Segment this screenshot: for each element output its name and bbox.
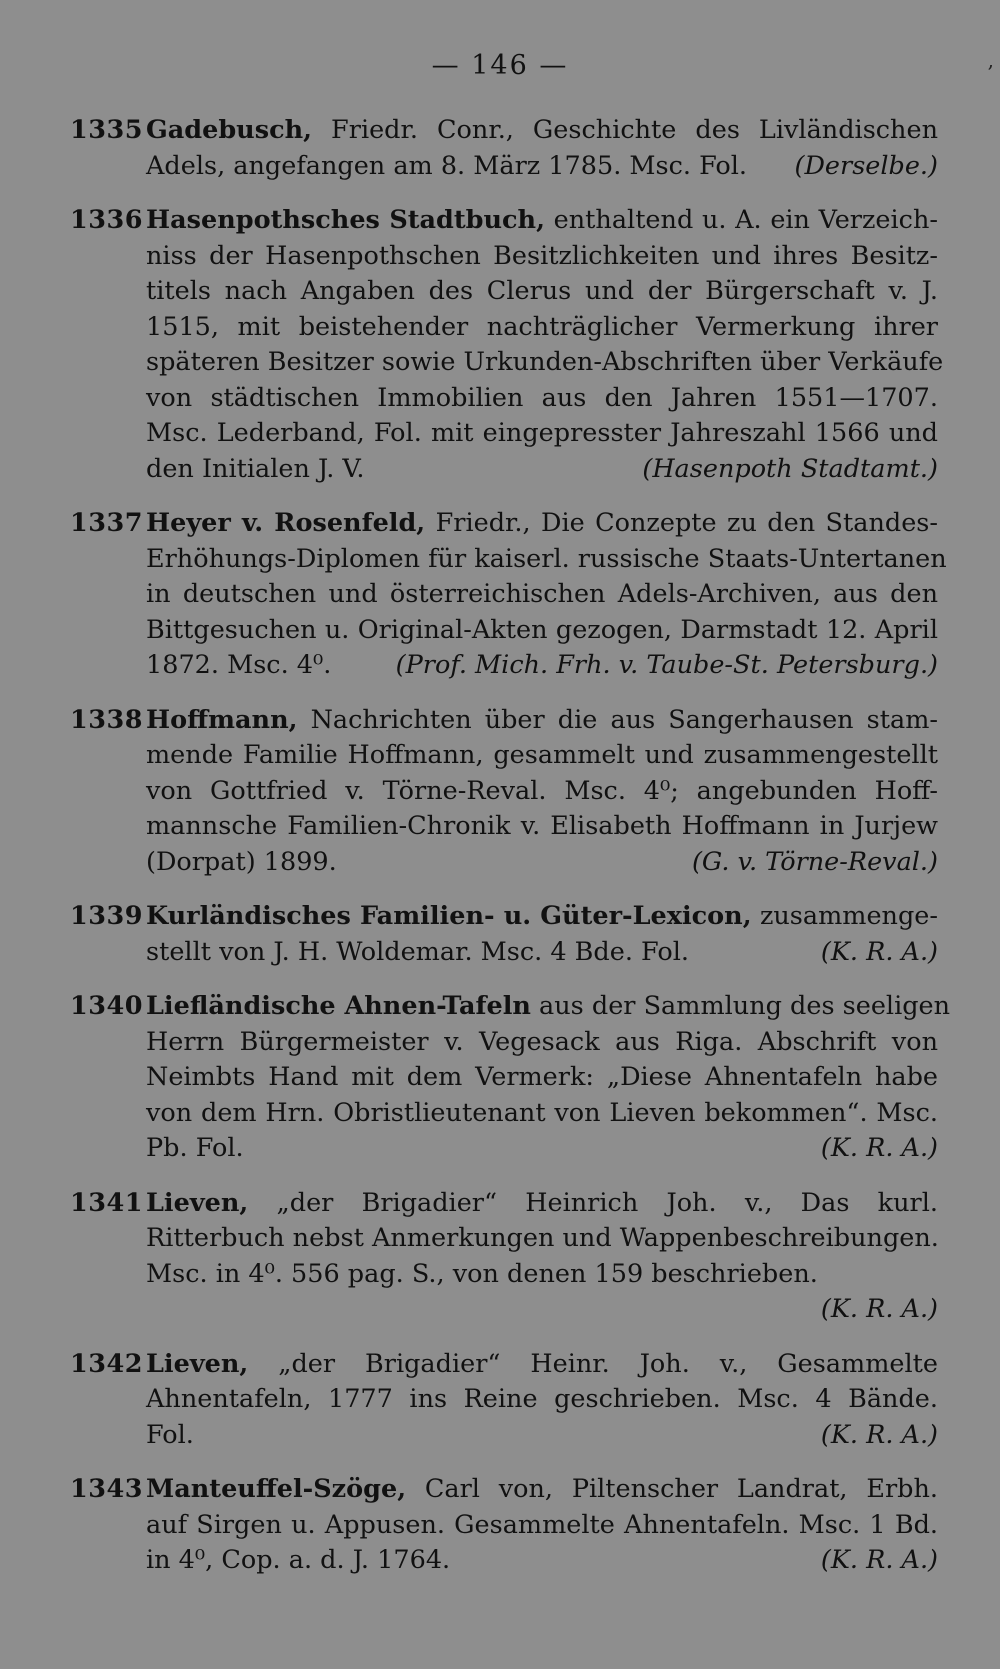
entry-line-text: Adels, angefangen am 8. März 1785. Msc. Fol. — [146, 150, 748, 181]
entry-source: (Derselbe.) — [794, 150, 938, 181]
entry-line: Erhöhungs-Diplomen für kaiserl. russische Staats-Untertanen — [146, 543, 947, 574]
entry-source: (K. R. A.) — [820, 1419, 938, 1450]
catalog-entry — [70, 899, 938, 970]
entry-line: späteren Besitzer sowie Urkunden-Abschriften über Verkäufe — [146, 347, 944, 377]
page-number: — 146 — — [431, 50, 569, 81]
entry-number: 1337 — [70, 508, 143, 538]
entry-line: Hoffmann, Nachrichten über die aus Sangerhausen stam- — [146, 704, 938, 735]
entry-line: titels nach Angaben des Clerus und der Bürgerschaft v. J. — [146, 276, 938, 306]
entry-line: mannsche Familien-Chronik v. Elisabeth Hoffmann in Jurjew — [146, 811, 938, 841]
entry-heading: Liefländische Ahnen-Tafeln — [146, 991, 531, 1021]
catalog-entry — [70, 989, 951, 1167]
entry-line-text: 1872. Msc. 4⁰. — [146, 650, 332, 680]
entry-heading: Lieven, — [146, 1187, 249, 1218]
entry-line: Lieven, „der Brigadier“ Heinrich Joh. v., Das kurl. — [146, 1187, 938, 1218]
entry-line: niss der Hasenpothschen Besitzlichkeiten und ihres Besitz- — [146, 240, 938, 271]
catalog-entry — [70, 1472, 938, 1579]
entry-source: (K. R. A.) — [820, 1133, 938, 1163]
entry-line-text: den Initialen J. V. — [146, 453, 365, 484]
margin-mark: , — [987, 48, 994, 72]
entry-line: von Gottfried v. Törne-Reval. Msc. 4⁰; angebunden Hoff- — [146, 775, 938, 806]
entry-number: 1340 — [70, 991, 143, 1021]
catalog-entry — [70, 1186, 938, 1328]
entry-heading: Kurländisches Familien- u. Güter-Lexicon, — [146, 901, 752, 931]
entry-line — [146, 1292, 938, 1328]
entry-line — [146, 452, 938, 488]
entry-number: 1343 — [70, 1474, 143, 1504]
entry-line: Heyer v. Rosenfeld, Friedr., Die Conzepte zu den Standes- — [146, 508, 938, 538]
entry-source: (K. R. A.) — [820, 936, 938, 967]
catalog-entry — [70, 506, 947, 684]
catalog-entry — [70, 203, 944, 487]
entry-source: (Hasenpoth Stadtamt.) — [642, 453, 938, 484]
entry-line: Kurländisches Familien- u. Güter-Lexicon, zusammenge- — [146, 901, 938, 931]
entry-number: 1338 — [70, 704, 143, 735]
entry-source: (Prof. Mich. Frh. v. Taube-St. Petersburg.) — [395, 650, 938, 680]
entry-line: 1515, mit beistehender nachträglicher Vermerkung ihrer — [146, 311, 938, 342]
entry-line-text: Fol. — [146, 1419, 194, 1450]
entry-line: von städtischen Immobilien aus den Jahren 1551—1707. — [146, 382, 938, 413]
entry-line: in deutschen und österreichischen Adels-Archiven, aus den — [146, 579, 938, 609]
entry-number: 1335 — [70, 115, 143, 145]
entry-line: Ritterbuch nebst Anmerkungen und Wappenbeschreibungen. — [146, 1223, 939, 1253]
entry-line — [146, 149, 938, 185]
entry-line: Herrn Bürgermeister v. Vegesack aus Riga. Abschrift von — [146, 1026, 938, 1057]
entry-line-text: (Dorpat) 1899. — [146, 846, 337, 877]
entry-line: Neimbts Hand mit dem Vermerk: „Diese Ahnentafeln habe — [146, 1062, 938, 1092]
entry-source: (G. v. Törne-Reval.) — [691, 846, 938, 877]
entry-line: Lieven, „der Brigadier“ Heinr. Joh. v., Gesammelte — [146, 1348, 938, 1379]
entry-heading: Gadebusch, — [146, 115, 313, 145]
entry-line: Bittgesuchen u. Original-Akten gezogen, Darmstadt 12. April — [146, 614, 938, 645]
entry-number: 1341 — [70, 1187, 143, 1218]
entry-line — [146, 1543, 938, 1579]
entry-line: mende Familie Hoffmann, gesammelt und zusammengestellt — [146, 740, 938, 770]
catalog-entry — [70, 113, 938, 184]
entry-line: Gadebusch, Friedr. Conr., Geschichte des Livländischen — [146, 115, 938, 145]
entry-line — [146, 845, 938, 881]
entry-line-text: in 4⁰, Cop. a. d. J. 1764. — [146, 1545, 451, 1575]
entry-line — [146, 648, 938, 684]
entry-source: (K. R. A.) — [820, 1545, 938, 1575]
entry-line: Manteuffel-Szöge, Carl von, Piltenscher Landrat, Erbh. — [146, 1474, 938, 1504]
entry-list — [70, 113, 951, 1598]
catalog-entry — [70, 703, 938, 881]
entry-line — [146, 1131, 938, 1167]
entry-heading: Lieven, — [146, 1348, 249, 1379]
entry-heading: Heyer v. Rosenfeld, — [146, 508, 426, 538]
entry-number: 1336 — [70, 205, 143, 235]
entry-source: (K. R. A.) — [820, 1294, 938, 1324]
entry-line: Liefländische Ahnen-Tafeln aus der Sammlung des seeligen — [146, 991, 951, 1021]
entry-line: Msc. in 4⁰. 556 pag. S., von denen 159 beschrieben. — [146, 1258, 818, 1289]
entry-line: Msc. Lederband, Fol. mit eingepresster Jahreszahl 1566 und — [146, 418, 938, 448]
entry-heading: Hasenpothsches Stadtbuch, — [146, 205, 545, 235]
entry-line: Hasenpothsches Stadtbuch, enthaltend u. A. ein Verzeich- — [146, 205, 939, 235]
entry-line: auf Sirgen u. Appusen. Gesammelte Ahnentafeln. Msc. 1 Bd. — [146, 1509, 938, 1540]
entry-line — [146, 935, 938, 971]
entry-heading: Manteuffel-Szöge, — [146, 1474, 407, 1504]
entry-line-text: stellt von J. H. Woldemar. Msc. 4 Bde. Fol. — [146, 936, 689, 967]
entry-heading: Hoffmann, — [146, 704, 298, 735]
entry-line-text: Pb. Fol. — [146, 1133, 244, 1163]
entry-number: 1339 — [70, 901, 143, 931]
entry-number: 1342 — [70, 1348, 143, 1379]
entry-line: von dem Hrn. Obristlieutenant von Lieven bekommen“. Msc. — [146, 1097, 938, 1128]
entry-line: Ahnentafeln, 1777 ins Reine geschrieben. Msc. 4 Bände. — [146, 1384, 938, 1414]
catalog-entry — [70, 1347, 938, 1454]
entry-line — [146, 1418, 938, 1454]
